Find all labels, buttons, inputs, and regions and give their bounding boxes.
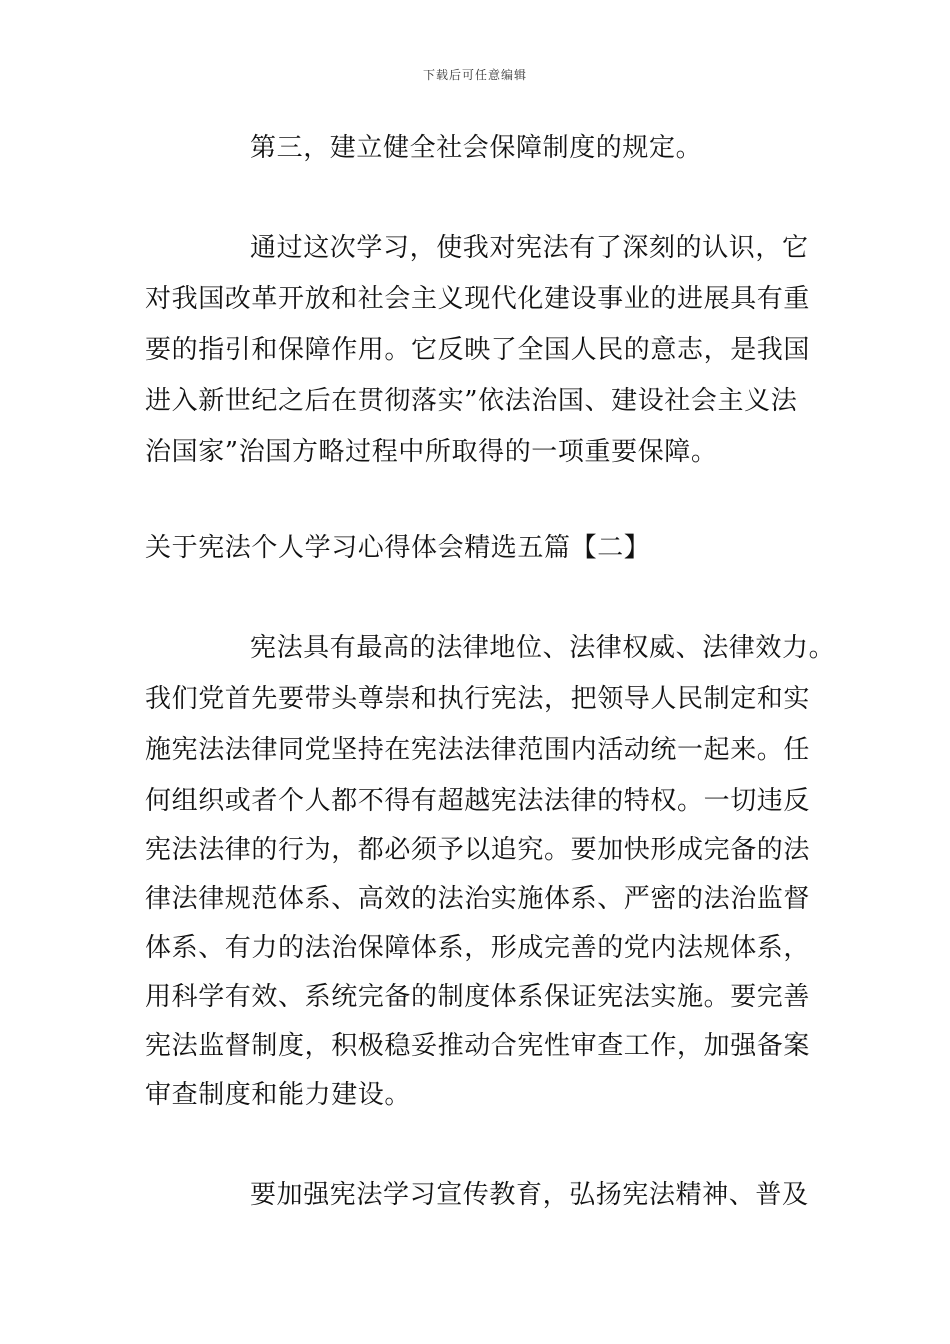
paragraph-line: 第三，建立健全社会保障制度的规定。 <box>250 133 703 163</box>
paragraph-line: 我们党首先要带头尊崇和执行宪法，把领导人民制定和实 <box>145 684 811 714</box>
paragraph-line: 何组织或者个人都不得有超越宪法法律的特权。一切违反 <box>145 786 811 816</box>
paragraph-line: 宪法法律的行为，都必须予以追究。要加快形成完备的法 <box>145 835 811 865</box>
paragraph-line: 律法律规范体系、高效的法治实施体系、严密的法治监督 <box>145 884 811 914</box>
paragraph-line: 要加强宪法学习宣传教育，弘扬宪法精神、普及 <box>250 1180 809 1210</box>
paragraph-line: 体系、有力的法治保障体系，形成完善的党内法规体系， <box>145 933 811 963</box>
paragraph-line: 宪法监督制度，积极稳妥推动合宪性审查工作，加强备案 <box>145 1031 811 1061</box>
paragraph-line: 对我国改革开放和社会主义现代化建设事业的进展具有重 <box>145 284 811 314</box>
paragraph-line: 通过这次学习，使我对宪法有了深刻的认识，它 <box>250 233 809 263</box>
section-heading: 关于宪法个人学习心得体会精选五篇【二】 <box>145 533 651 563</box>
paragraph-line: 宪法具有最高的法律地位、法律权威、法律效力。 <box>250 633 836 663</box>
paragraph-line: 进入新世纪之后在贯彻落实”依法治国、建设社会主义法 <box>145 386 798 416</box>
paragraph-line: 施宪法法律同党坚持在宪法法律范围内活动统一起来。任 <box>145 735 811 765</box>
paragraph-line: 用科学有效、系统完备的制度体系保证宪法实施。要完善 <box>145 982 811 1012</box>
paragraph-line: 要的指引和保障作用。它反映了全国人民的意志，是我国 <box>145 335 811 365</box>
paragraph-line: 审查制度和能力建设。 <box>145 1080 412 1110</box>
page-header: 下载后可任意编辑 <box>422 68 527 82</box>
paragraph-line: 治国家”治国方略过程中所取得的一项重要保障。 <box>145 437 718 467</box>
